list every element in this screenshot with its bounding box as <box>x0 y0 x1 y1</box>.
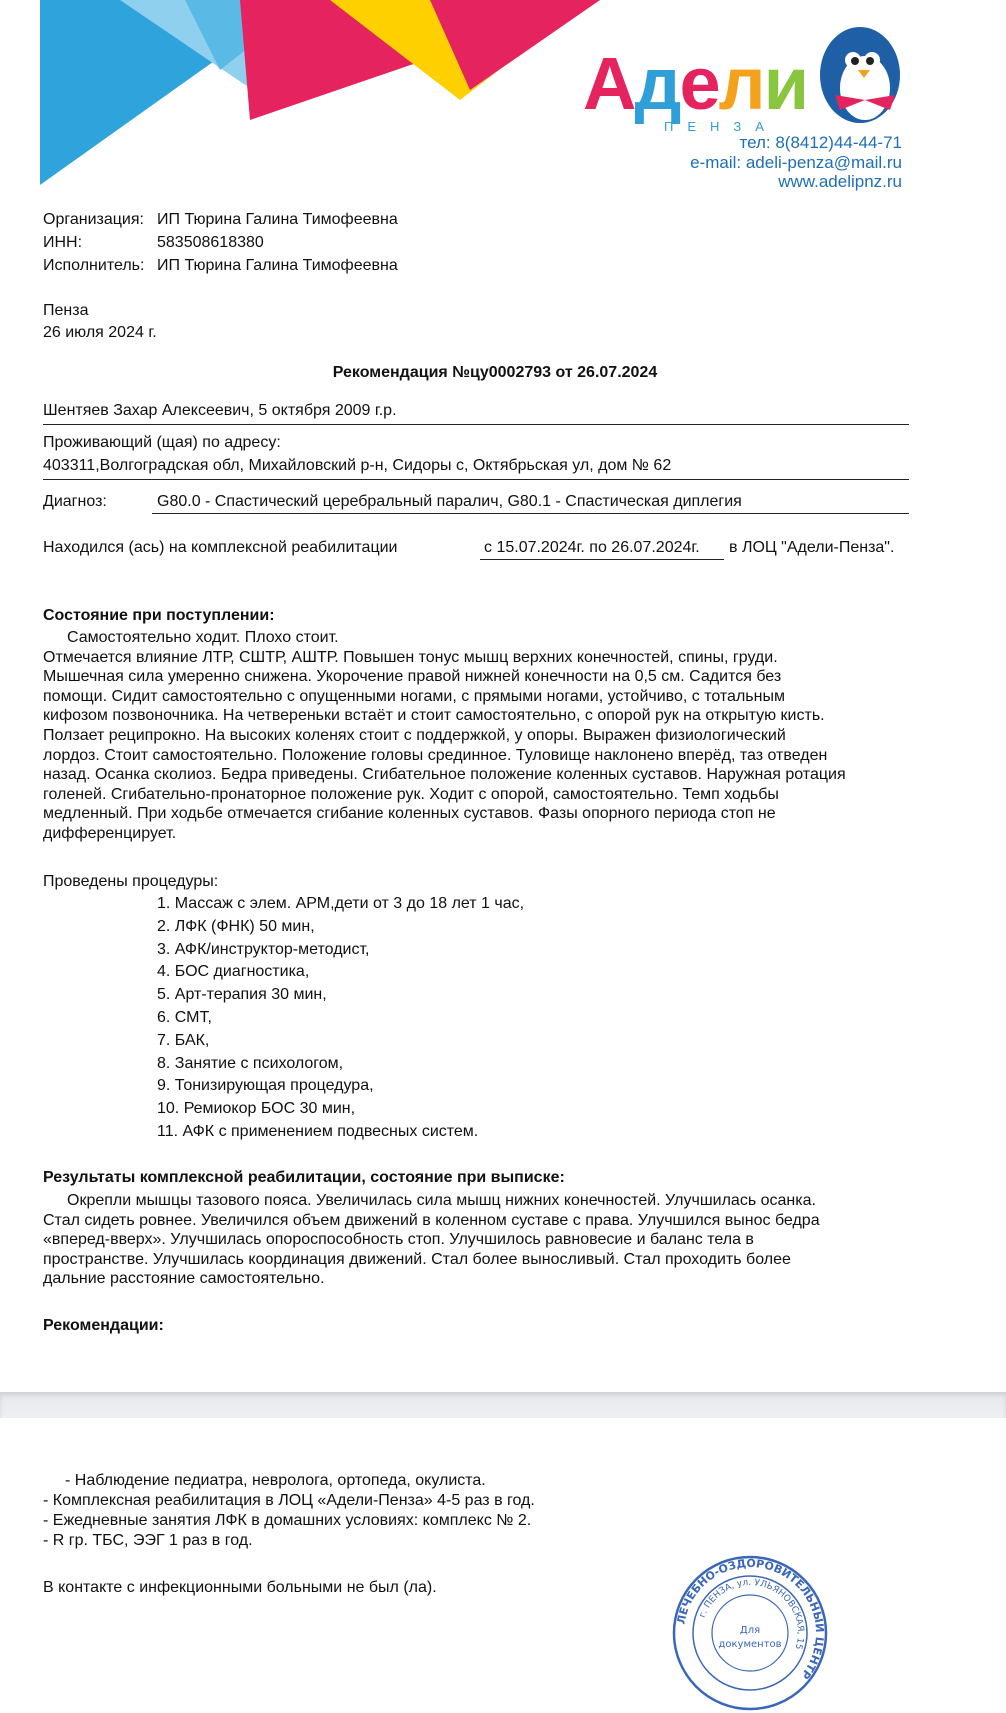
admission-line: голеней. Сгибательно-пронаторное положение рук. Ходит с опорой, самостоятельно. Темп ходьбы <box>43 785 779 803</box>
org-value: ИП Тюрина Галина Тимофеевна <box>157 211 398 228</box>
svg-text:документов: документов <box>718 1639 782 1650</box>
admission-line: дифференцирует. <box>43 824 177 842</box>
organization-stamp <box>670 1553 830 1713</box>
logo-letter: д <box>634 42 680 125</box>
svg-text:г. ПЕНЗА, ул. УЛЬЯНОВСКАЯ, 15: г. ПЕНЗА, ул. УЛЬЯНОВСКАЯ, 15 <box>697 1577 806 1651</box>
admission-line: Отмечается влияние ЛТР, СШТР, АШТР. Повышен тонус мышц верхних конечностей, спины, груди. <box>43 648 778 666</box>
procedures-heading: Проведены процедуры: <box>43 873 219 890</box>
period-underline <box>480 559 724 560</box>
recommendation-item: - Комплексная реабилитация в ЛОЦ «Адели-Пенза» 4-5 раз в год. <box>43 1492 535 1509</box>
divider <box>43 424 909 425</box>
document-date: 26 июля 2024 г. <box>43 324 157 341</box>
admission-line: кифозом позвоночника. На четвереньки встаёт и стоит самостоятельно, с опорой рук на открытую кисть. <box>43 707 825 725</box>
city: Пенза <box>43 302 89 319</box>
admission-line: медленный. При ходьбе отмечается сгибание коленных суставов. Фазы опорного периода стоп не <box>43 805 776 823</box>
inn-value: 583508618380 <box>157 234 264 251</box>
inn-label: ИНН: <box>43 234 83 251</box>
procedure-item: 8. Занятие с психологом, <box>157 1054 344 1072</box>
admission-line: Мышечная сила умеренно снижена. Укорочение правой нижней конечности на 0,5 см. Садится без <box>43 668 782 686</box>
divider <box>43 479 909 480</box>
admission-line: назад. Осанка сколиоз. Бедра приведены. Сгибательное положение коленных суставов. Наружная ротация <box>43 766 846 784</box>
admission-line: Самостоятельно ходит. Плохо стоит. <box>67 629 339 646</box>
header-email: e-mail: adeli-penza@mail.ru <box>690 153 902 172</box>
procedure-item: 3. АФК/инструктор-методист, <box>157 940 370 958</box>
logo-wordmark <box>583 42 808 125</box>
page-separator <box>0 1392 1006 1418</box>
rehab-place: в ЛОЦ "Адели-Пенза". <box>729 539 895 556</box>
document-page-2 <box>0 1418 1006 1678</box>
admission-line: лордоз. Стоит самостоятельно. Положение головы срединное. Туловище наклонено вперёд, таз отведен <box>43 746 828 764</box>
recommendations-heading: Рекомендации: <box>43 1317 164 1334</box>
procedure-item: 1. Массаж с элем. АРМ,дети от 3 до 18 лет 1 час, <box>157 895 525 912</box>
executor-value: ИП Тюрина Галина Тимофеевна <box>157 257 398 274</box>
logo-letter: л <box>718 42 764 125</box>
procedure-item: 5. Арт-терапия 30 мин, <box>157 986 327 1004</box>
recommendation-item: - R гр. ТБС, ЭЭГ 1 раз в год. <box>43 1532 253 1549</box>
diagnosis-value: G80.0 - Спастический церебральный паралич, G80.1 - Спастическая диплегия <box>157 493 742 510</box>
procedure-item: 6. СМТ, <box>157 1008 212 1026</box>
admission-line: помощи. Сидит самостоятельно с опущенными ногами, с прямыми ногами, устойчиво, с тотальным <box>43 687 785 705</box>
admission-text <box>43 628 913 844</box>
address-value: 403311,Волгоградская обл, Михайловский р-н, Сидоры с, Октябрьская ул, дом № 62 <box>43 457 672 474</box>
procedures-list <box>157 893 524 1144</box>
contact-note: В контакте с инфекционными больными не был (ла). <box>43 1579 437 1596</box>
rehab-text: Находился (ась) на комплексной реабилитации <box>43 539 398 556</box>
procedure-item: 11. АФК с применением подвесных систем. <box>157 1122 479 1140</box>
logo-letter: и <box>763 42 808 125</box>
patient-info: Шентяев Захар Алексеевич, 5 октября 2009 г.р. <box>43 402 397 419</box>
logo-letter: е <box>679 42 719 125</box>
executor-label: Исполнитель: <box>43 257 145 274</box>
org-label: Организация: <box>43 211 144 228</box>
recommendation-item: - Ежедневные занятия ЛФК в домашних условиях: комплекс № 2. <box>43 1512 532 1529</box>
header-website: www.adelipnz.ru <box>778 172 902 191</box>
procedure-item: 7. БАК, <box>157 1031 210 1049</box>
procedure-item: 10. Ремиокор БОС 30 мин, <box>157 1100 356 1118</box>
header-banner <box>0 0 1006 190</box>
procedure-item: 2. ЛФК (ФНК) 50 мин, <box>157 917 315 935</box>
admission-line: Ползает реципрокно. На высоких коленях стоит с поддержкой, у опоры. Выражен физиологический <box>43 726 786 744</box>
admission-heading: Состояние при поступлении: <box>43 607 275 624</box>
svg-text:ЛЕЧЕБНО-ОЗДОРОВИТЕЛЬНЫЙ ЦЕНТР: ЛЕЧЕБНО-ОЗДОРОВИТЕЛЬНЫЙ ЦЕНТР <box>674 1556 827 1682</box>
logo-city: ПЕНЗА <box>664 119 778 134</box>
results-line: Стал сидеть ровнее. Увеличился объем движений в коленном суставе с права. Улучшился вынос бедра <box>43 1211 820 1229</box>
results-line: дальние расстояние самостоятельно. <box>43 1270 325 1288</box>
svg-text:Для: Для <box>739 1625 761 1636</box>
header-phone: тел: 8(8412)44-44-71 <box>739 133 902 152</box>
rehab-period: с 15.07.2024г. по 26.07.2024г. <box>484 539 700 556</box>
results-text <box>43 1191 913 1289</box>
address-label: Проживающий (щая) по адресу: <box>43 434 281 451</box>
procedure-item: 4. БОС диагностика, <box>157 963 310 981</box>
results-line: Окрепли мышцы тазового пояса. Увеличилась сила мышц нижних конечностей. Улучшилась осанка. <box>67 1192 816 1209</box>
recommendation-item: - Наблюдение педиатра, невролога, ортопеда, окулиста. <box>65 1472 486 1489</box>
procedure-item: 9. Тонизирующая процедура, <box>157 1077 374 1095</box>
logo-letter: А <box>583 42 635 125</box>
document-title: Рекомендация №цу0002793 от 26.07.2024 <box>332 364 658 381</box>
results-heading: Результаты комплексной реабилитации, состояние при выписке: <box>43 1169 565 1186</box>
results-line: «вперед-вверх». Улучшилась опороспособность стоп. Улучшилось равновесие и баланс тела в <box>43 1231 754 1249</box>
results-line: пространстве. Улучшилась координация движений. Стал более выносливый. Стал проходить более <box>43 1250 791 1268</box>
diagnosis-underline <box>152 513 909 514</box>
diagnosis-label: Диагноз: <box>43 493 107 510</box>
